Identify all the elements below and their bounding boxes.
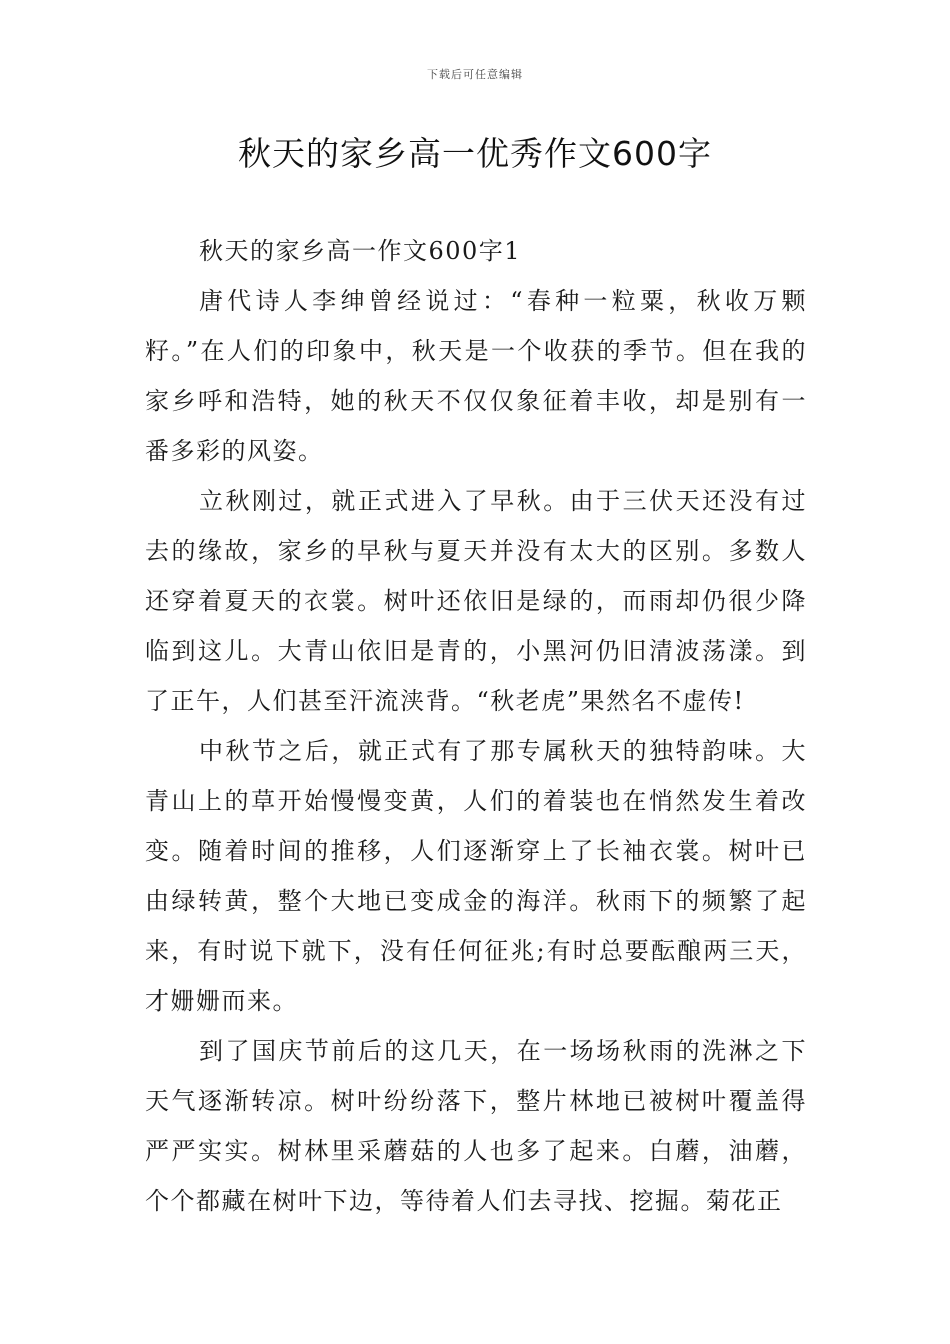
document-body — [145, 226, 807, 1226]
paragraph-4: 到了国庆节前后的这几天，在一场场秋雨的洗淋之下天气逐渐转凉。树叶纷纷落下，整片林地已被树叶覆盖得严严实实。树林里采蘑菇的人也多了起来。白蘑，油蘑，个个都藏在树叶下边，等待着人们去寻找、挖掘。菊花正 — [145, 1037, 807, 1215]
essay-subtitle: 秋天的家乡高一作文600字1 — [199, 237, 522, 265]
document-title: 秋天的家乡高一优秀作文600字 — [238, 134, 712, 173]
paragraph-1: 唐代诗人李绅曾经说过：“春种一粒粟，秋收万颗籽。”在人们的印象中，秋天是一个收获的季节。但在我的家乡呼和浩特，她的秋天不仅仅象征着丰收，却是别有一番多彩的风姿。 — [145, 287, 807, 465]
paragraph-2: 立秋刚过，就正式进入了早秋。由于三伏天还没有过去的缘故，家乡的早秋与夏天并没有太大的区别。多数人还穿着夏天的衣裳。树叶还依旧是绿的，而雨却仍很少降临到这儿。大青山依旧是青的，小黑河仍旧清波荡漾。到了正午，人们甚至汗流浃背。“秋老虎”果然名不虚传! — [145, 487, 807, 715]
header-note: 下载后可任意编辑 — [427, 68, 523, 81]
paragraph-3: 中秋节之后，就正式有了那专属秋天的独特韵味。大青山上的草开始慢慢变黄，人们的着装也在悄然发生着改变。随着时间的推移，人们逐渐穿上了长袖衣裳。树叶已由绿转黄，整个大地已变成金的海洋。秋雨下的频繁了起来，有时说下就下，没有任何征兆;有时总要酝酿两三天，才姗姗而来。 — [145, 737, 807, 1015]
